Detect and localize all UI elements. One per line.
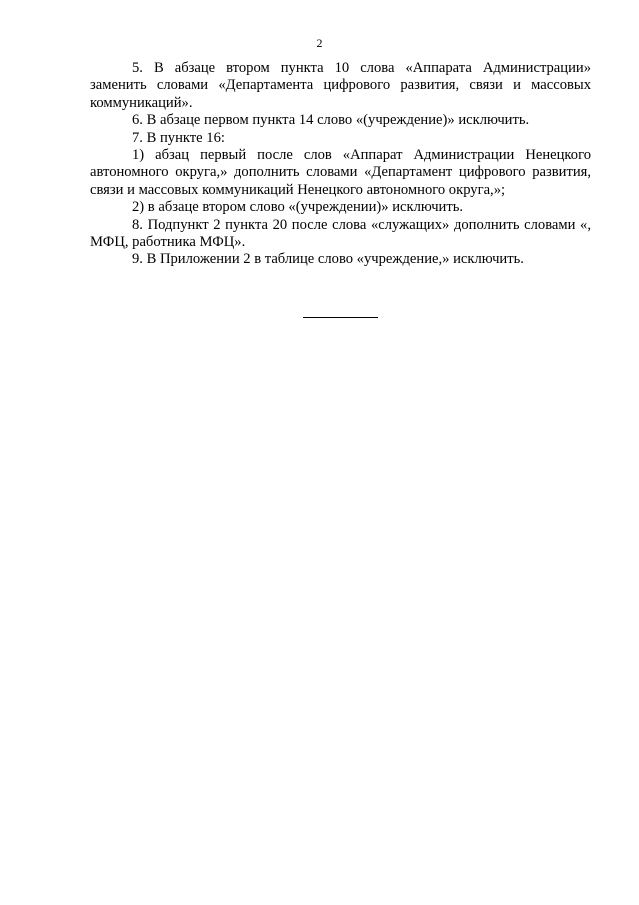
end-separator-line <box>303 317 378 318</box>
paragraph-item-8: 8. Подпункт 2 пункта 20 после слова «служащих» дополнить словами «, МФЦ, работника МФЦ». <box>90 216 591 251</box>
paragraph-item-7: 7. В пункте 16: <box>132 129 225 146</box>
document-body <box>90 60 591 269</box>
paragraph-item-5: 5. В абзаце втором пункта 10 слова «Аппарата Администрации» заменить словами «Департамента цифрового развития, связи и массовых коммуникаций». <box>90 60 591 111</box>
paragraph-subitem-7-1: 1) абзац первый после слов «Аппарат Администрации Ненецкого автономного округа,» дополнить словами «Департамент цифрового развития, связи и массовых коммуникаций Ненецкого автономного округа,»; <box>90 147 591 198</box>
paragraph-item-6: 6. В абзаце первом пункта 14 слово «(учреждение)» исключить. <box>132 112 530 129</box>
page-number: 2 <box>316 36 323 50</box>
paragraph-subitem-7-2: 2) в абзаце втором слово «(учреждении)» исключить. <box>132 199 464 216</box>
paragraph-item-9: 9. В Приложении 2 в таблице слово «учреждение,» исключить. <box>132 251 524 268</box>
